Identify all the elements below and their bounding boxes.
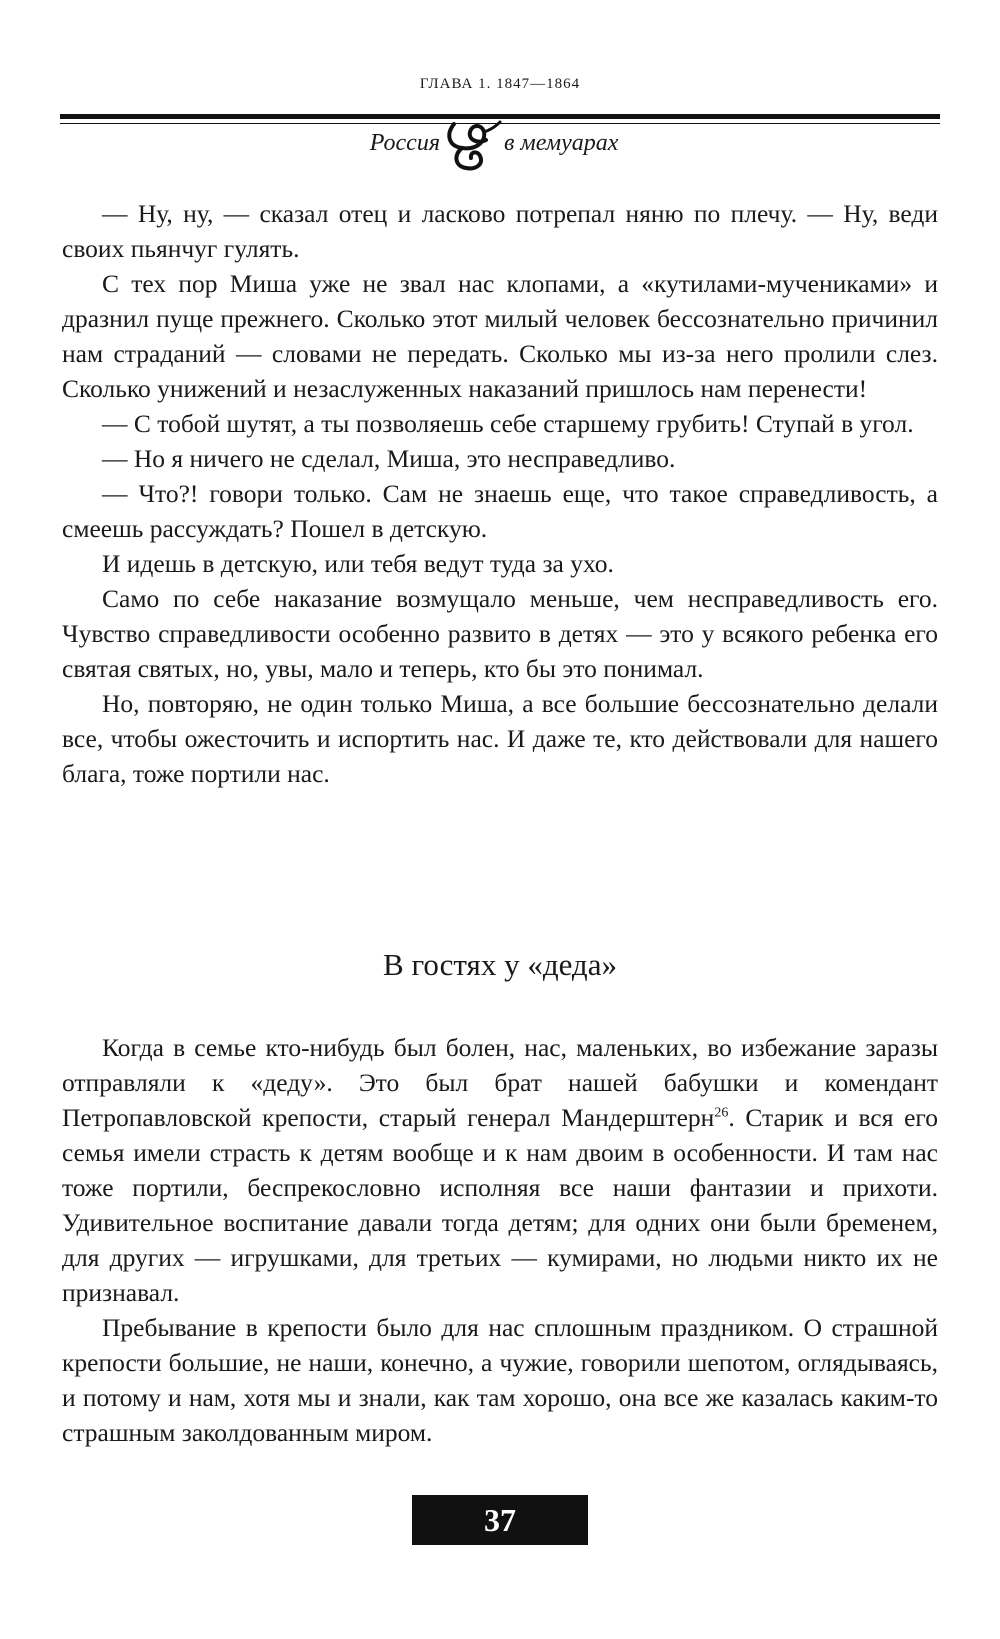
paragraph-text: . Старик и вся его семья имели страсть к детям вообще и к нам двоим в особенности. И там нас тоже портили, беспрекословно исполняя все наши фантазии и прихоти. Удивительное воспитание давали тогда детям; для одних они были бременем, для других — игрушками, для третьих — кумирами, но людьми никто их не признавал. xyxy=(62,1103,938,1307)
body-text-section xyxy=(62,1030,938,1450)
paragraph: И идешь в детскую, или тебя ведут туда за ухо. xyxy=(102,549,614,578)
paragraph: С тех пор Миша уже не звал нас клопами, а «кутилами-мучениками» и дразнил пуще прежнего. Сколько этот милый человек бессознательно причинил нам страданий — словами не передать. Сколько мы из-за него пролили слез. Сколько унижений и незаслуженных наказаний пришлось нам перенести! xyxy=(62,269,938,403)
paragraph: — Но я ничего не сделал, Миша, это несправедливо. xyxy=(102,444,676,473)
series-title-right: в мемуарах xyxy=(504,130,619,156)
header-rule-thick xyxy=(60,114,940,119)
paragraph: — С тобой шутят, а ты позволяешь себе старшему грубить! Ступай в угол. xyxy=(102,409,914,438)
footnote-ref[interactable]: 26 xyxy=(714,1105,729,1121)
paragraph xyxy=(62,1030,938,1310)
body-text-top xyxy=(62,196,938,791)
paragraph: Но, повторяю, не один только Миша, а все большие бессознательно делали все, чтобы ожесточить и испортить нас. И даже те, кто действовали для нашего блага, тоже портили нас. xyxy=(62,689,938,788)
series-title xyxy=(0,128,1000,178)
section-heading: В гостях у «деда» xyxy=(383,947,617,982)
paragraph-text: Когда в семье кто-нибудь был болен, нас, маленьких, во избежание заразы отправляли к «деду». Это был брат нашей бабушки и комендант Петропавловской крепости, старый генерал Мандерштерн xyxy=(62,1033,938,1132)
swirl-ornament-icon xyxy=(440,120,504,176)
paragraph: Само по себе наказание возмущало меньше, чем несправедливость его. Чувство справедливости особенно развито в детях — это у всякого ребенка его святая святых, но, увы, мало и теперь, кто бы это понимал. xyxy=(62,584,938,683)
running-header: ГЛАВА 1. 1847—1864 xyxy=(419,76,581,92)
paragraph: — Что?! говори только. Сам не знаешь еще, что такое справедливость, а смеешь рассуждать? Пошел в детскую. xyxy=(62,479,938,543)
paragraph: — Ну, ну, — сказал отец и ласково потрепал няню по плечу. — Ну, веди своих пьянчуг гулять. xyxy=(62,199,938,263)
page-number: 37 xyxy=(412,1495,588,1545)
paragraph: Пребывание в крепости было для нас сплошным праздником. О страшной крепости большие, не наши, конечно, а чужие, говорили шепотом, оглядываясь, и потому и нам, хотя мы и знали, как там хорошо, она все же казалась каким-то страшным заколдованным миром. xyxy=(62,1313,938,1447)
series-title-left: Россия xyxy=(369,130,440,156)
